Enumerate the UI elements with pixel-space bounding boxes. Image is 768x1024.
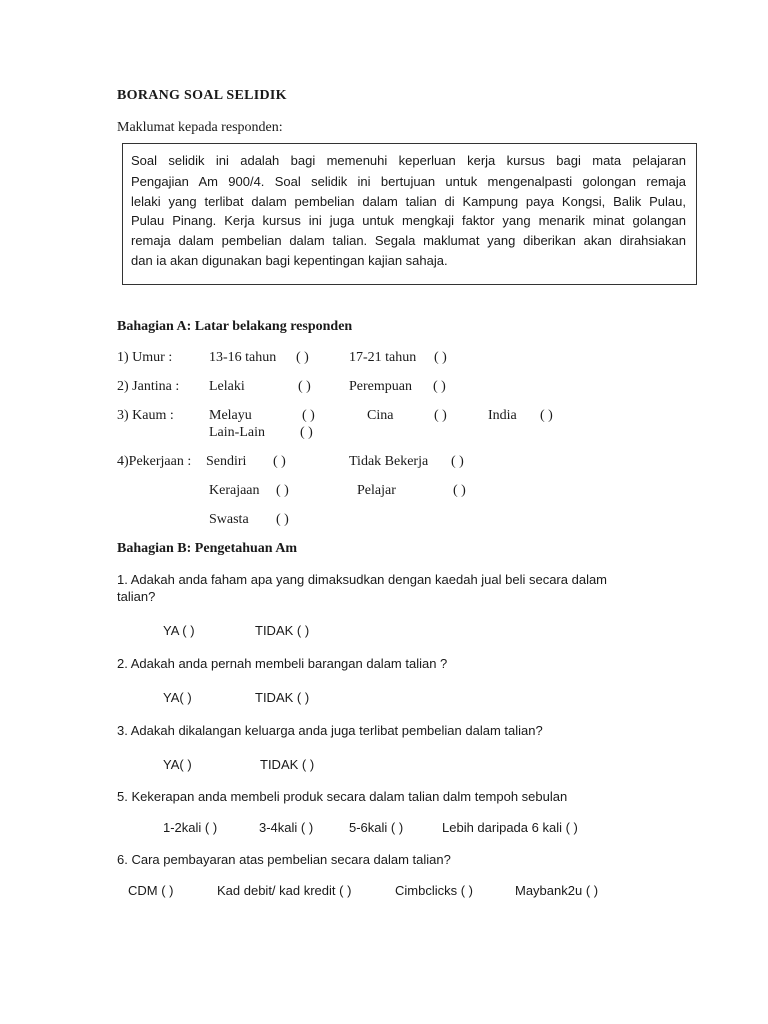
- intro-label: Maklumat kepada responden:: [117, 120, 283, 135]
- pekerjaan-checkbox-sendiri[interactable]: ( ): [273, 454, 286, 469]
- intro-line-6: dan ia akan digunakan bagi kepentingan kajian sahaja.: [131, 253, 448, 268]
- q5-option-3-4kali[interactable]: 3-4kali ( ): [259, 820, 314, 835]
- pekerjaan-checkbox-swasta[interactable]: ( ): [276, 512, 289, 527]
- form-title: BORANG SOAL SELIDIK: [117, 88, 287, 103]
- q6-option-cdm[interactable]: CDM ( ): [128, 883, 174, 898]
- section-a-heading: Bahagian A: Latar belakang responden: [117, 319, 353, 334]
- question-2: 2. Adakah anda pernah membeli barangan dalam talian ?: [117, 656, 448, 671]
- intro-line-3: lelaki yang terlibat dalam pembelian dalam talian di Kampung paya Kongsi, Balik Pulau,: [131, 194, 686, 209]
- q3-tidak-checkbox[interactable]: TIDAK ( ): [260, 757, 315, 772]
- pekerjaan-option-pelajar: Pelajar: [357, 483, 396, 498]
- pekerjaan-checkbox-tidak-bekerja[interactable]: ( ): [451, 454, 464, 469]
- pekerjaan-label: 4)Pekerjaan :: [117, 454, 192, 469]
- q1-ya-checkbox[interactable]: YA ( ): [163, 623, 195, 638]
- kaum-option-lain-lain: Lain-Lain: [209, 425, 265, 440]
- jantina-option-lelaki: Lelaki: [209, 379, 245, 394]
- pekerjaan-option-kerajaan: Kerajaan: [209, 483, 260, 498]
- q5-option-1-2kali[interactable]: 1-2kali ( ): [163, 820, 218, 835]
- kaum-label: 3) Kaum :: [117, 408, 174, 423]
- q6-option-maybank2u[interactable]: Maybank2u ( ): [515, 883, 599, 898]
- section-b-heading: Bahagian B: Pengetahuan Am: [117, 541, 298, 556]
- question-6: 6. Cara pembayaran atas pembelian secara dalam talian?: [117, 852, 451, 867]
- q3-ya-checkbox[interactable]: YA( ): [163, 757, 192, 772]
- kaum-checkbox-lain-lain[interactable]: ( ): [300, 425, 313, 440]
- question-5: 5. Kekerapan anda membeli produk secara dalam talian dalm tempoh sebulan: [117, 789, 568, 804]
- kaum-option-melayu: Melayu: [209, 408, 252, 423]
- jantina-label: 2) Jantina :: [117, 379, 180, 394]
- umur-option-13-16: 13-16 tahun: [209, 350, 277, 365]
- kaum-checkbox-india[interactable]: ( ): [540, 408, 553, 423]
- umur-label: 1) Umur :: [117, 350, 173, 365]
- jantina-checkbox-perempuan[interactable]: ( ): [433, 379, 446, 394]
- intro-line-2: Pengajian Am 900/4. Soal selidik ini bertujuan untuk mengenalpasti golongan remaja: [131, 174, 686, 189]
- intro-line-1: Soal selidik ini adalah bagi memenuhi keperluan kerja kursus bagi mata pelajaran: [131, 153, 686, 168]
- umur-checkbox-13-16[interactable]: ( ): [296, 350, 309, 365]
- question-3: 3. Adakah dikalangan keluarga anda juga terlibat pembelian dalam talian?: [117, 723, 543, 738]
- jantina-checkbox-lelaki[interactable]: ( ): [298, 379, 311, 394]
- intro-line-5: remaja dalam pembelian dalam talian. Segala maklumat yang diberikan akan dirahsiakan: [131, 233, 686, 248]
- pekerjaan-checkbox-pelajar[interactable]: ( ): [453, 483, 466, 498]
- q5-option-lebih-6kali[interactable]: Lebih daripada 6 kali ( ): [442, 820, 578, 835]
- q2-tidak-checkbox[interactable]: TIDAK ( ): [255, 690, 310, 705]
- kaum-option-cina: Cina: [367, 408, 394, 423]
- q2-ya-checkbox[interactable]: YA( ): [163, 690, 192, 705]
- pekerjaan-checkbox-kerajaan[interactable]: ( ): [276, 483, 289, 498]
- kaum-checkbox-cina[interactable]: ( ): [434, 408, 447, 423]
- q1-tidak-checkbox[interactable]: TIDAK ( ): [255, 623, 310, 638]
- pekerjaan-option-swasta: Swasta: [209, 512, 249, 527]
- q6-option-kad-debit-kredit[interactable]: Kad debit/ kad kredit ( ): [217, 883, 352, 898]
- pekerjaan-option-tidak-bekerja: Tidak Bekerja: [349, 454, 429, 469]
- pekerjaan-option-sendiri: Sendiri: [206, 454, 247, 469]
- question-1-line-1: 1. Adakah anda faham apa yang dimaksudkan dengan kaedah jual beli secara dalam: [117, 572, 608, 587]
- q5-option-5-6kali[interactable]: 5-6kali ( ): [349, 820, 404, 835]
- q6-option-cimbclicks[interactable]: Cimbclicks ( ): [395, 883, 473, 898]
- question-1-line-2: talian?: [117, 589, 156, 604]
- kaum-option-india: India: [488, 408, 517, 423]
- umur-checkbox-17-21[interactable]: ( ): [434, 350, 447, 365]
- intro-line-4: Pulau Pinang. Kerja kursus ini juga untuk mengkaji faktor yang menarik minat golangan: [131, 213, 686, 228]
- kaum-checkbox-melayu[interactable]: ( ): [302, 408, 315, 423]
- jantina-option-perempuan: Perempuan: [349, 379, 412, 394]
- umur-option-17-21: 17-21 tahun: [349, 350, 417, 365]
